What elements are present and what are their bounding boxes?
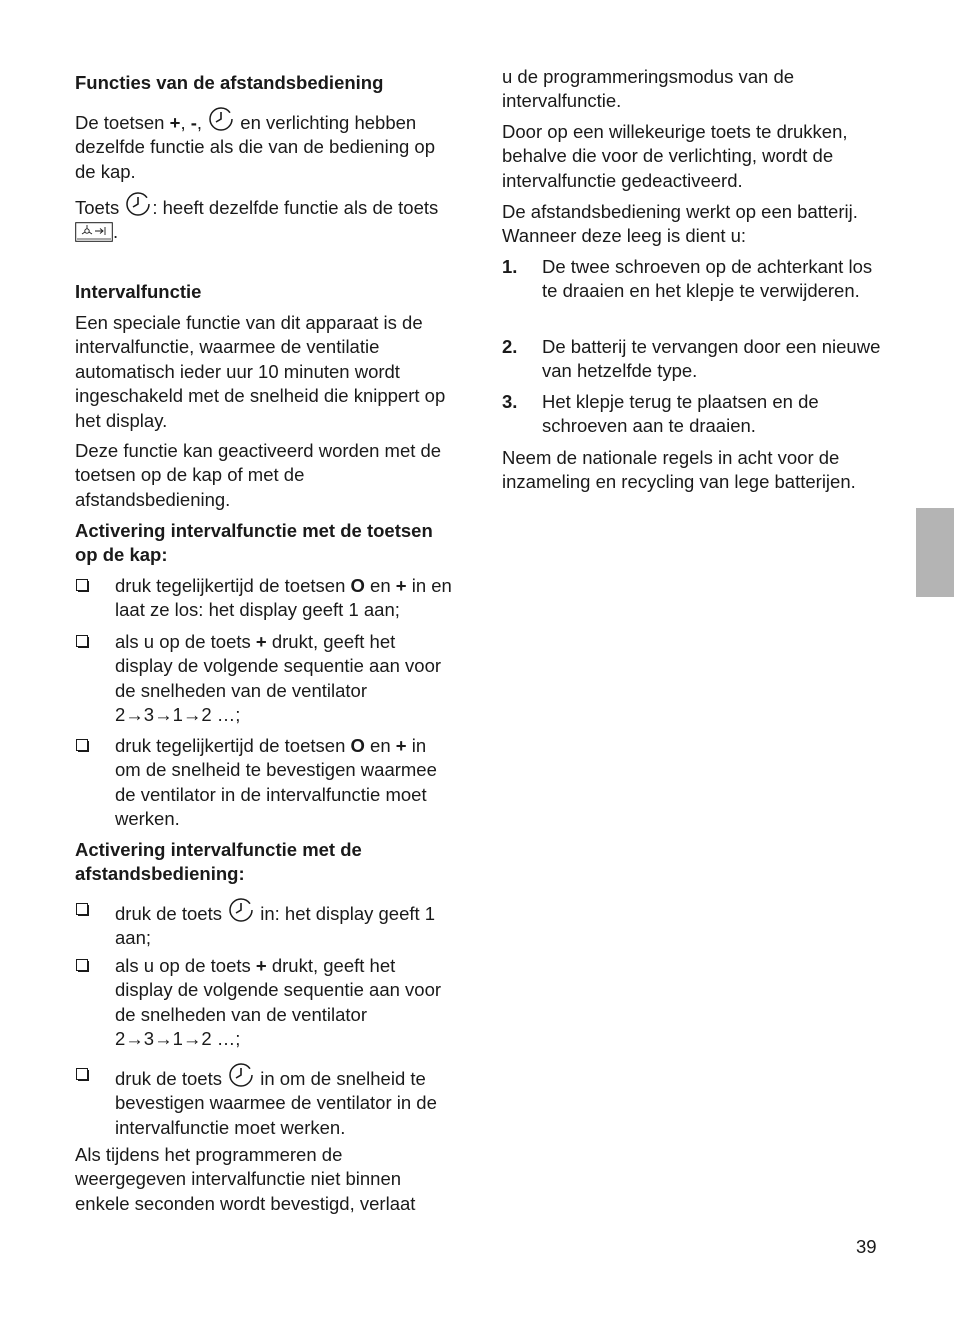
numbered-step: 1. De twee schroeven op de achterkant los te draaien en het klepje te verwijderen. xyxy=(502,256,873,302)
numbered-step: 2. De batterij te vervangen door een nieuwe van hetzelfde type. xyxy=(502,336,881,382)
list-item: druk tegelijkertijd de toetsen O en + in om de snelheid te bevestigen waarmee de ventilator in de intervalfunctie moet werken. xyxy=(75,734,455,832)
list-item: als u op de toets + drukt, geeft het display de volgende sequentie aan voor de snelheden van de ventilator 2→3→1→2 …; xyxy=(75,954,455,1052)
heading-activation-hood-keys: Activering intervalfunctie met de toetsen op de kap: xyxy=(75,520,433,566)
paragraph-activation-methods: Deze functie kan geactiveerd worden met de toetsen op de kap of met de afstandsbediening. xyxy=(75,440,442,510)
list-item: druk de toets in: het display geeft 1 aan; xyxy=(75,898,455,951)
fan-timer-key-icon xyxy=(75,222,113,242)
timer-icon xyxy=(227,1063,255,1089)
checkbox-bullet-icon xyxy=(76,579,88,591)
timer-icon xyxy=(124,192,152,218)
checkbox-bullet-icon xyxy=(76,959,88,971)
paragraph-timer-key: Toets : heeft dezelfde functie als de toets . xyxy=(75,192,455,245)
timer-icon xyxy=(227,898,255,924)
list-item: als u op de toets + drukt, geeft het display de volgende sequentie aan voor de snelheden van de ventilator 2→3→1→2 …; xyxy=(75,630,455,728)
paragraph-deactivation: Door op een willekeurige toets te drukken, behalve die voor de verlichting, wordt de intervalfunctie gedeactiveerd. xyxy=(502,121,848,191)
paragraph-interval-intro: Een speciale functie van dit apparaat is de intervalfunctie, waarmee de ventilatie automatisch ieder uur 10 minuten wordt ingeschakeld met de snelheid die knippert op het display. xyxy=(75,312,446,431)
checkbox-bullet-icon xyxy=(76,1068,88,1080)
heading-remote-functions: Functies van de afstandsbediening xyxy=(75,72,384,93)
paragraph-remote-keys: De toetsen +, -, en verlichting hebben dezelfde functie als die van de bediening op de kap. xyxy=(75,107,455,184)
numbered-step: 3. Het klepje terug te plaatsen en de schroeven aan te draaien. xyxy=(502,391,819,437)
checkbox-bullet-icon xyxy=(76,739,88,751)
heading-interval-function: Intervalfunctie xyxy=(75,281,202,302)
paragraph-exit-programming: u de programmeringsmodus van de intervalfunctie. xyxy=(502,66,795,112)
checkbox-bullet-icon xyxy=(76,903,88,915)
timer-icon xyxy=(207,107,235,133)
paragraph-programming-timeout: Als tijdens het programmeren de weergegeven intervalfunctie niet binnen enkele seconden wordt bevestigd, verlaat xyxy=(75,1144,416,1214)
checkbox-bullet-icon xyxy=(76,635,88,647)
page-number: 39 xyxy=(856,1236,877,1257)
heading-activation-remote: Activering intervalfunctie met de afstandsbediening: xyxy=(75,839,362,885)
list-item: druk de toets in om de snelheid te bevestigen waarmee de ventilator in de intervalfunctie moet werken. xyxy=(75,1063,455,1140)
list-item: druk tegelijkertijd de toetsen O en + in en laat ze los: het display geeft 1 aan; xyxy=(75,574,455,623)
paragraph-recycling: Neem de nationale regels in acht voor de inzameling en recycling van lege batterijen. xyxy=(502,447,856,493)
section-tab-marker xyxy=(916,508,954,597)
paragraph-battery: De afstandsbediening werkt op een batterij. Wanneer deze leeg is dient u: xyxy=(502,201,858,247)
